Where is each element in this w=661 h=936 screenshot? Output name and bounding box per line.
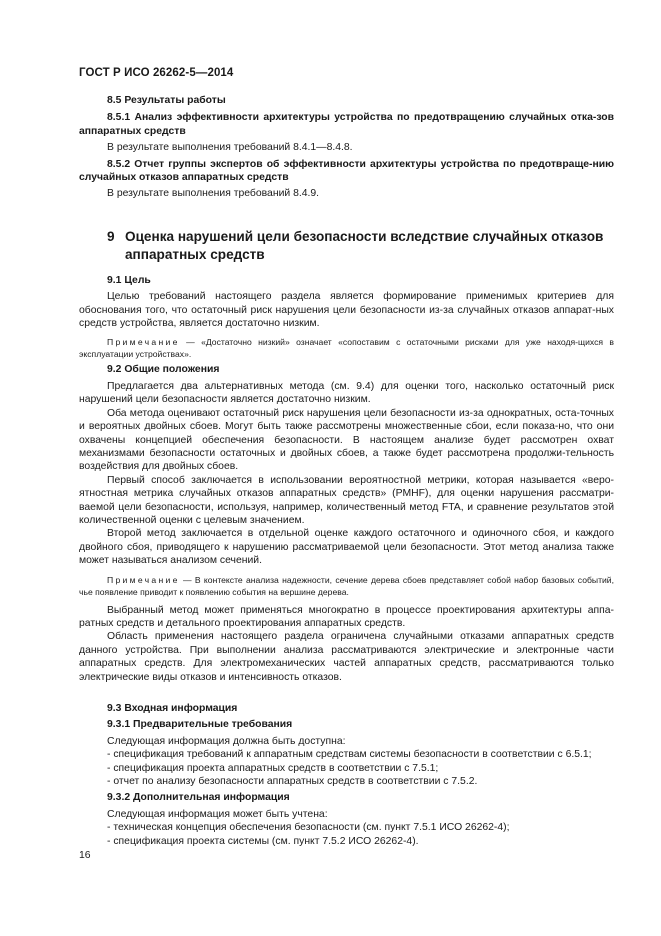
list-item: - техническая концепция обеспечения безопасности (см. пункт 7.5.1 ИСО 26262-4); [107,822,510,834]
section-9-2-paragraph-5: Выбранный метод может применяться многократно в процессе проектирования архитектуры аппа-ратных средств и детального проектирования аппаратных средств. [79,604,614,629]
section-9-2-paragraph-6: Область применения настоящего раздела ограничена случайными отказами аппаратных средств данного устройства. При выполнении анализа рассматриваются электрические и электронные части аппаратных средств. Для электромеханических частей аппаратных средств, рассматриваются только электрические виды отказов и интенсивность отказов. [79,631,614,683]
chapter-title-line2: аппаратных средств [125,246,265,262]
note-9-1 [79,336,614,360]
note-9-2 [79,574,614,598]
section-8-5-1-heading: 8.5.1 Анализ эффективности архитектуры устройства по предотвращению случайных отка-зов аппаратных средств [79,112,614,137]
section-9-2-heading: 9.2 Общие положения [107,364,220,376]
section-9-1-paragraph: Целью требований настоящего раздела является формирование применимых критериев для обоснования того, что остаточный риск нарушения цели безопасности из-за случайных отказов аппарат-ных средств устройства, является достаточно низким. [79,291,614,330]
note-text: — В контексте анализа надежности, сечение дерева сбоев представляет собой набор базовых событий, чье появление приводит к появлению события на вершине дерева. [79,574,614,597]
list-item: - спецификация проекта системы (см. пункт 7.5.2 ИСО 26262-4). [107,835,419,847]
page-number: 16 [79,850,91,861]
list-item: - спецификация проекта аппаратных средств в соответствии с 7.5.1; [107,762,439,774]
list-item: - отчет по анализу безопасности аппаратных средств в соответствии с 7.5.2. [107,776,478,788]
section-9-2-paragraph-1: Предлагается два альтернативных метода (см. 9.4) для оценки того, насколько остаточный риск нарушений цели безопасности является достаточно низким. [79,380,614,406]
page-content [79,94,614,848]
section-8-5-1-text: В результате выполнения требований 8.4.1—8.4.8. [107,142,353,154]
chapter-9-heading [79,228,614,264]
section-9-1-heading: 9.1 Цель [107,274,151,286]
page-header: ГОСТ Р ИСО 26262-5—2014 [79,67,234,79]
section-9-2-paragraph-4: Второй метод заключается в отдельной оценке каждого остаточного и одиночного сбоя, и каждого двойного сбоя, приводящего к нарушению рассматриваемой цели безопасности. Этот метод анализа также может называться анализом сечений. [79,528,614,567]
section-8-5-2-text: В результате выполнения требований 8.4.9. [107,188,320,200]
section-9-3-1-heading: 9.3.1 Предварительные требования [107,719,293,731]
section-9-3-1-intro: Следующая информация должна быть доступна: [107,735,346,747]
section-9-3-2-heading: 9.3.2 Дополнительная информация [107,792,290,804]
section-9-2-paragraph-3: Первый способ заключается в использовании вероятностной метрики, которая называется «веро-ятностная метрика случайных отказов аппаратных средств» (PMHF), для оценки нарушения рассматри-ваемой цели безопасности, используя, например, количественный метод FTA, и сравнение результатов этой количественной оценки с целевым значением. [79,474,614,526]
section-8-5-2-heading: 8.5.2 Отчет группы экспертов об эффективности архитектуры устройства по предотвраще-нию случайных отказов аппаратных средств [79,158,614,184]
list-item: - спецификация требований к аппаратным средствам системы безопасности в соответствии с 6.5.1; [107,749,592,761]
section-9-3-heading: 9.3 Входная информация [107,703,238,714]
chapter-title-line1: Оценка нарушений цели безопасности вследствие случайных отказов [125,228,604,244]
section-9-3-2-intro: Следующая информация может быть учтена: [107,808,328,820]
note-label: Примечание [107,337,180,348]
section-8-5-heading: 8.5 Результаты работы [107,95,226,106]
note-label: Примечание [107,574,180,585]
note-text: — «Достаточно низкий» означает «сопоставим с остаточными рисками для уже находя-щихся в эксплуатации устройствах». [79,337,614,360]
section-9-2-paragraph-2: Оба метода оценивают остаточный риск нарушения цели безопасности из-за однократных, оста-точных и вероятных двойных сбоев. Могут быть также рассмотрены множественные сбои, если показа-но, что они охвачены концепцией обеспечения безопасности. В настоящем анализе будет рассмотрен охват механизмами безопасности остаточных и двойных сбоев, а также будет рассмотрена продолжи-тельность воздействия для двойных сбоев. [79,407,614,473]
chapter-number: 9 [107,228,115,244]
